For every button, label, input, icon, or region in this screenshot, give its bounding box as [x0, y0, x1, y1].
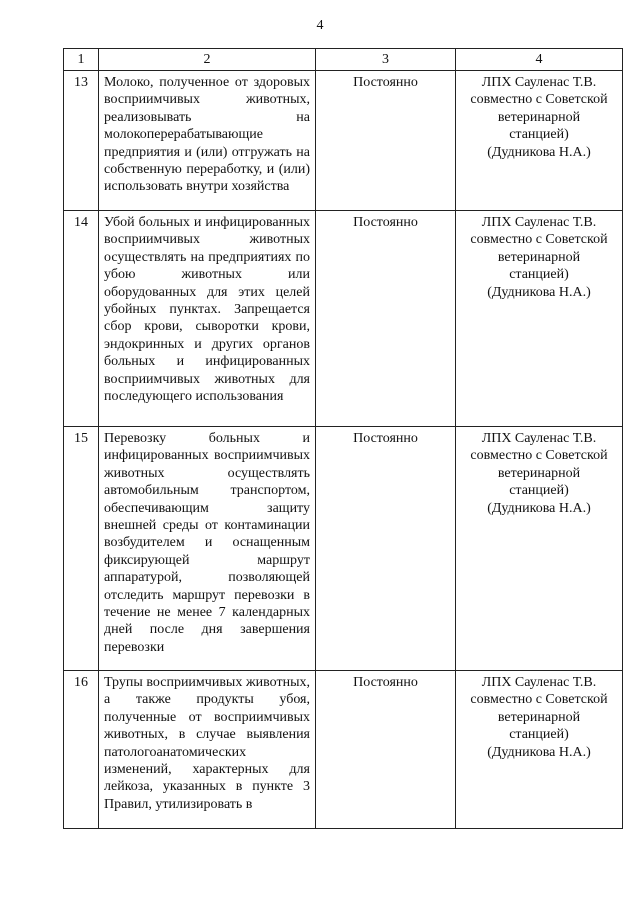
table-row	[64, 427, 623, 671]
measure-term: Постоянно	[316, 671, 456, 829]
row-number: 14	[64, 211, 99, 427]
measures-table	[63, 48, 623, 829]
table-row	[64, 671, 623, 829]
column-header: 2	[99, 49, 316, 71]
row-number: 15	[64, 427, 99, 671]
row-number: 13	[64, 71, 99, 211]
measure-description: Перевозку больных и инфицированных восприимчивых животных осуществлять автомобильным транспортом, обеспечивающим защиту внешней среды от контаминации возбудителем и оснащенным фиксирующей маршрут аппаратурой, позволяющей отследить маршрут перевозки в течение не менее 7 календарных дней после дня завершения перевозки	[99, 427, 316, 671]
measure-term: Постоянно	[316, 211, 456, 427]
measure-description: Трупы восприимчивых животных, а также продукты убоя, полученные от восприимчивых животных, в случае выявления патологоанатомических изменений, характерных для лейкоза, указанных в пункте 3 Правил, утилизировать в	[99, 671, 316, 829]
row-number: 16	[64, 671, 99, 829]
measure-responsible: ЛПХ Сауленас Т.В. совместно с Советской ветеринарной станцией) (Дудникова Н.А.)	[456, 671, 623, 829]
measure-term: Постоянно	[316, 427, 456, 671]
measure-responsible: ЛПХ Сауленас Т.В. совместно с Советской ветеринарной станцией) (Дудникова Н.А.)	[456, 427, 623, 671]
column-header: 1	[64, 49, 99, 71]
table-row	[64, 211, 623, 427]
measure-description: Убой больных и инфицированных восприимчивых животных осуществлять на предприятиях по убою животных или оборудованных для этих целей убойных пунктах. Запрещается сбор крови, сыворотки крови, эндокринных и других органов больных и инфицированных восприимчивых животных для последующего использования	[99, 211, 316, 427]
measure-responsible: ЛПХ Сауленас Т.В. совместно с Советской ветеринарной станцией) (Дудникова Н.А.)	[456, 211, 623, 427]
measure-description: Молоко, полученное от здоровых восприимчивых животных, реализовывать на молокоперерабатывающие предприятия и (или) отгружать на собственную переработку, и (или) использовать внутри хозяйства	[99, 71, 316, 211]
measure-responsible: ЛПХ Сауленас Т.В. совместно с Советской ветеринарной станцией) (Дудникова Н.А.)	[456, 71, 623, 211]
table-header-row	[64, 49, 623, 71]
measure-term: Постоянно	[316, 71, 456, 211]
page-number: 4	[316, 18, 324, 33]
column-header: 4	[456, 49, 623, 71]
column-header: 3	[316, 49, 456, 71]
table-row	[64, 71, 623, 211]
